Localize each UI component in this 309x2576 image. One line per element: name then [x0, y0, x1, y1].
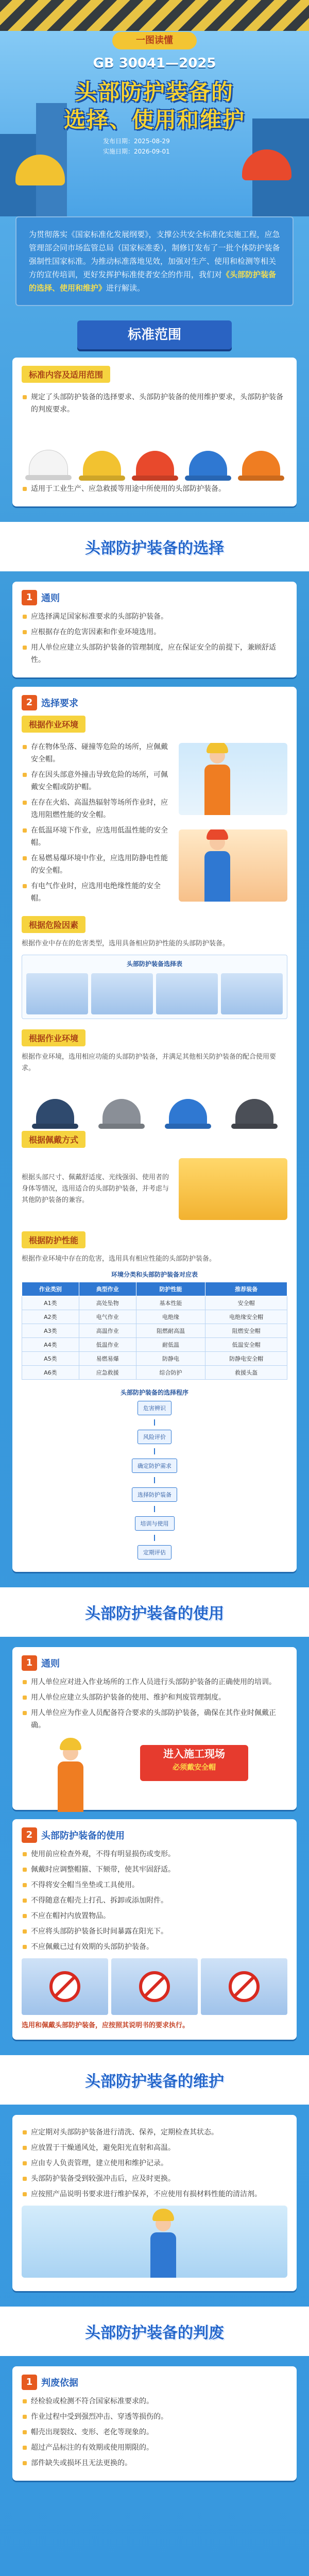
no-sun-exposure-icon [201, 1958, 287, 2015]
env-func-subtitle: 根据作业环境 [22, 1029, 85, 1046]
list-item: 在存在火焰、高温热辐射等场所作业时，应选用阻燃性能的安全帽。 [22, 796, 174, 821]
warning-stripes [0, 0, 309, 31]
hazard-icons [26, 973, 283, 1014]
wear-subtitle: 根据佩戴方式 [22, 1131, 85, 1148]
table-header: 防护性能 [136, 1282, 205, 1296]
list-item: 头部防护装备受到较强冲击后，应及时更换。 [22, 2173, 287, 2185]
use-general-label: 通则 [41, 1658, 60, 1669]
env-func-text: 根据作业环境，选用相应功能的头部防护装备，并满足其他相关防护装备的配合使用要求。 [22, 1053, 277, 1072]
table-cell: 电绝缘安全帽 [205, 1310, 287, 1324]
table-row [22, 1352, 287, 1366]
section-band-scrap [0, 2307, 309, 2356]
list-item: 经检验或检测不符合国家标准要求的。 [22, 2395, 287, 2408]
list-item: 规定了头部防护装备的选择要求、头部防护装备的使用维护要求，头部防护装备的判废要求。 [22, 391, 287, 416]
list-item: 应由专人负责管理，建立使用和维护记录。 [22, 2157, 287, 2170]
flow-step: 确定防护需求 [132, 1459, 177, 1473]
section-band-use [0, 1587, 309, 1637]
table-cell: 安全帽 [205, 1296, 287, 1310]
table-row [22, 1296, 287, 1310]
flow-step: 培训与使用 [135, 1516, 175, 1531]
perf-text: 根据作业环境中存在的危害，选用具有相应性能的头部防护装备。 [22, 1255, 216, 1263]
table-cell: 易燃易爆 [79, 1352, 136, 1366]
list-item: 帽壳出现裂纹、变形、老化等现象的。 [22, 2426, 287, 2438]
flow-step: 风险评价 [138, 1430, 171, 1444]
list-item: 不应将头部防护装备长时间暴露在阳光下。 [22, 1925, 287, 1938]
maintenance-illustration [22, 2206, 287, 2278]
wearing-photo [179, 1158, 287, 1220]
list-item: 应根据存在的危害因素和作业环境选用。 [22, 626, 287, 638]
table-cell: A4类 [22, 1338, 79, 1352]
table-cell: 防静电安全帽 [205, 1352, 287, 1366]
section-band-select [0, 522, 309, 571]
list-item: 佩戴时应调整帽箍、下颏带，使其牢固舒适。 [22, 1863, 287, 1876]
list-item: 用人单位应建立头部防护装备的使用、维护和判废管理制度。 [22, 1691, 287, 1704]
intro-text [15, 216, 294, 306]
hazard-table-title: 头部防护装备选择表 [126, 960, 182, 968]
table-cell: 阻燃安全帽 [205, 1324, 287, 1338]
page-title-line2: 选择、使用和维护 [63, 107, 245, 132]
section-title-scrap: 头部防护装备的判废 [85, 2324, 224, 2342]
list-item: 不得随意在帽壳上打孔、拆卸或添加附件。 [22, 1894, 287, 1907]
list-item: 用人单位应为作业人员配备符合要求的头部防护装备，确保在其作业时佩戴正确。 [22, 1707, 287, 1732]
date-info [103, 136, 211, 157]
table-cell: 应急救援 [79, 1366, 136, 1380]
use-general-card: 1 通则 用人单位应对进入作业场所的工作人员进行头部防护装备的正确使用的培训。 用人单位应建立头部防护装备的使用、维护和判废管理制度。 用人单位应为作业人员配备符合要求的头部防护装备，确保在其作业时佩戴正确。 进入施工现场 必须戴安全帽 [12, 1647, 297, 1810]
env-table [22, 1282, 287, 1380]
helmet-variants [22, 1079, 287, 1126]
section-band-maintain [0, 2055, 309, 2105]
select-general-card: 1 通则 应选择满足国家标准要求的头部防护装备。 应根据存在的危害因素和作业环境选用。 用人单位应建立头部防护装备的管理制度，应在保证安全的前提下，兼顾舒适性。 [12, 582, 297, 677]
prohibition-icons [22, 1958, 287, 2015]
list-item: 不应在帽衬内放置物品。 [22, 1910, 287, 1922]
helmet-lineup [22, 421, 287, 478]
table-cell: 救援头盔 [205, 1366, 287, 1380]
table-cell: A6类 [22, 1366, 79, 1380]
hero-tag: 一图读懂 [112, 32, 197, 49]
notice-line1: 进入施工现场 [163, 1748, 225, 1760]
no-drilling-icon [111, 1958, 198, 2015]
section-title-use: 头部防护装备的使用 [85, 1605, 224, 1623]
list-item: 超过产品标注的有效期或使用期限的。 [22, 2442, 287, 2454]
notice-line2: 必须戴安全帽 [173, 1764, 216, 1772]
worker-photo [179, 743, 287, 815]
hazard-text: 根据作业中存在的危害类型，选用具备相应防护性能的头部防护装备。 [22, 940, 230, 947]
list-item: 不应佩戴已过有效期的头部防护装备。 [22, 1941, 287, 1953]
helmet-orange-icon [242, 451, 280, 478]
intro-standard-name: 《头部防护装备的选择、使用和维护》 [29, 270, 277, 293]
no-sitting-icon [22, 1958, 108, 2015]
list-item: 应定期对头部防护装备进行清洗、保养，定期检查其状态。 [22, 2126, 287, 2139]
perf-subtitle: 根据防护性能 [22, 1231, 85, 1248]
table-header: 作业类别 [22, 1282, 79, 1296]
standard-number: GB 30041—2025 [93, 56, 216, 71]
flow-step: 定期评估 [138, 1545, 171, 1560]
wear-text: 根据头部尺寸、佩戴舒适度、光线强弱、使用者的身体等情况，选用适合的头部防护装备，并考虑与其他防护装备的兼容。 [22, 1174, 169, 1204]
list-item: 部件缺失或损坏且无法更换的。 [22, 2457, 287, 2469]
env-subtitle: 根据作业环境 [22, 716, 85, 733]
helmet-white-icon [29, 450, 68, 478]
table-cell: 低温作业 [79, 1338, 136, 1352]
intro-part-a: 为贯彻落实《国家标准化发展纲要》，支撑公共安全标准化实施工程，应急管理部会同市场监管总局（国家标准委），制修订发布了一批个体防护装备强制性国家标准。为推动标准落地见效，加强对生产、使用和检测等相关方的宣传培训，更好发挥护标准使者安全的作用，我们对 [29, 230, 280, 279]
electric-icon [91, 973, 153, 1014]
helmet-grey-icon [102, 1099, 141, 1126]
helmet-dark-icon [36, 1099, 74, 1126]
table-cell: 防静电 [136, 1352, 205, 1366]
table-cell: 低温安全帽 [205, 1338, 287, 1352]
table-header: 典型作业 [79, 1282, 136, 1296]
list-item: 使用前应检查外观，不得有明显损伤或变形。 [22, 1848, 287, 1860]
list-item: 用人单位应对进入作业场所的工作人员进行头部防护装备的正确使用的培训。 [22, 1676, 287, 1688]
scrap-basis-label: 判废依据 [41, 2378, 78, 2388]
page-title-line1: 头部防护装备的 [75, 79, 234, 105]
helmet-visor-icon [235, 1099, 273, 1126]
publish-date: 发布日期：2025-08-29 [103, 138, 170, 145]
section-title-maintain: 头部防护装备的维护 [85, 2073, 224, 2091]
list-item: 在易燃易爆环境中作业，应选用防静电性能的安全帽。 [22, 852, 174, 877]
scrap-card: 1 判废依据 经检验或检测不符合国家标准要求的。 作业过程中受到强烈冲击、穿透等损伤的。 帽壳出现裂纹、变形、老化等现象的。 超过产品标注的有效期或使用期限的。 部件缺失或损坏且无法更换的。 [12, 2366, 297, 2481]
section-title-scope: 标准范围 [77, 320, 232, 349]
select-requirement-card: 2 选择要求 根据作业环境 存在物体坠落、碰撞等危险的场所，应佩戴安全帽。 存在因头部意外撞击导致危险的场所，可佩戴安全帽或防护帽。 在存在火焰、高温热辐射等场所作业时，应选用阻燃性能的安全帽。 在低温环境下作业，应选用低温性能的安全帽。 在易燃易爆环境中作业，应选用防静电性能的安全帽。 有电气作业时，应选用电绝缘性能的安全帽。 根据危险因素 根据作业中存在的危害类型，选用具备相应防护性能的头部防护装备。 头部防护装备选择表 根据作业环境 根据作业环境，选用相应功能的头部防护装备，并满足其他相关防护装备的配合使用要求。 根据佩戴方式 根据头部尺寸、佩戴舒适度、光线强弱、使用者的身体等情况，选用适合的头部防护装备，并考虑与其他防护装备的兼容。 根据防护性能 根据作业环境中存在的危害，选用具有相应性能的头部防护装备。 环境分类和头部防护装备对应表 作业类别 典型作业 防护性能 推荐装备 A1类 高处坠物 基本性能 安全帽 A2类 电气作业 电绝缘 电绝缘安全帽 A3类 高温作业 阻燃耐高温 阻燃安全帽 A4类 低温作业 耐低温 低温安全帽 A5类 易燃易爆 防静电 防静电安全帽 A6类 应急救援 综合防护 救援头盔 头部防护装备的选择程序 危害辨识 风险评价 确定防护需求 选择防护装备 培训与使用 定期评估 [12, 687, 297, 1572]
list-item: 有电气作业时，应选用电绝缘性能的安全帽。 [22, 880, 174, 905]
safety-notice-sign [140, 1745, 248, 1781]
table-cell: A3类 [22, 1324, 79, 1338]
use-note: 选用和佩戴头部防护装备，应按照其说明书的要求执行。 [22, 2022, 190, 2029]
use-rules-label: 头部防护装备的使用 [41, 1831, 125, 1841]
table-cell: 电气作业 [79, 1310, 136, 1324]
cold-icon [221, 973, 283, 1014]
table-cell: 综合防护 [136, 1366, 205, 1380]
table-header: 推荐装备 [205, 1282, 287, 1296]
list-item: 应按照产品说明书要求进行维护保养，不应使用有损材料性能的清洁剂。 [22, 2188, 287, 2200]
maintain-card [12, 2115, 297, 2291]
helmet-blue-icon [189, 451, 227, 478]
hero-banner [0, 0, 309, 216]
helmet-yellow-icon [83, 451, 121, 478]
flow-step: 选择防护装备 [132, 1487, 177, 1502]
table-row [22, 1338, 287, 1352]
implement-date: 实施日期：2026-09-01 [103, 148, 170, 155]
select-requirement-label: 选择要求 [41, 698, 78, 709]
intro-part-c: 进行解读。 [106, 283, 145, 293]
list-item: 作业过程中受到强烈冲击、穿透等损伤的。 [22, 2411, 287, 2423]
hazard-subtitle: 根据危险因素 [22, 916, 85, 933]
table-cell: A2类 [22, 1310, 79, 1324]
list-item: 适用于工业生产、应急救援等用途中所使用的头部防护装备。 [22, 483, 287, 495]
scope-subtitle: 标准内容及适用范围 [22, 366, 110, 383]
hazard-table-figure [22, 955, 287, 1019]
worker-illustration [53, 1735, 89, 1802]
selection-flow [22, 1401, 287, 1560]
select-general-label: 通则 [41, 593, 60, 604]
section-title-select: 头部防护装备的选择 [85, 539, 224, 557]
flow-step: 危害辨识 [138, 1401, 171, 1415]
table-row [22, 1310, 287, 1324]
list-item: 应选择满足国家标准要求的头部防护装备。 [22, 611, 287, 623]
table-cell: 阻燃耐高温 [136, 1324, 205, 1338]
list-item: 应放置于干燥通风处，避免阳光直射和高温。 [22, 2142, 287, 2154]
falling-object-icon [26, 973, 88, 1014]
table-row [22, 1366, 287, 1380]
table-cell: A1类 [22, 1296, 79, 1310]
helmet-blue-icon [169, 1099, 207, 1126]
fire-icon [156, 973, 218, 1014]
scope-card [12, 358, 297, 506]
list-item: 在低温环境下作业，应选用低温性能的安全帽。 [22, 824, 174, 849]
env-table-title: 环境分类和头部防护装备对应表 [111, 1271, 198, 1278]
welder-photo [179, 829, 287, 902]
list-item: 不得将安全帽当坐垫或工具使用。 [22, 1879, 287, 1891]
table-cell: A5类 [22, 1352, 79, 1366]
table-row [22, 1324, 287, 1338]
table-cell: 电绝缘 [136, 1310, 205, 1324]
table-cell: 耐低温 [136, 1338, 205, 1352]
table-cell: 高处坠物 [79, 1296, 136, 1310]
list-item: 存在因头部意外撞击导致危险的场所，可佩戴安全帽或防护帽。 [22, 769, 174, 793]
flow-title: 头部防护装备的选择程序 [120, 1389, 188, 1396]
helmet-red-icon [136, 451, 174, 478]
list-item: 存在物体坠落、碰撞等危险的场所，应佩戴安全帽。 [22, 741, 174, 766]
table-cell: 高温作业 [79, 1324, 136, 1338]
list-item: 用人单位应建立头部防护装备的管理制度，应在保证安全的前提下，兼顾舒适性。 [22, 641, 287, 666]
use-rules-card: 2 头部防护装备的使用 使用前应检查外观，不得有明显损伤或变形。 佩戴时应调整帽箍、下颏带，使其牢固舒适。 不得将安全帽当坐垫或工具使用。 不得随意在帽壳上打孔、拆卸或添加附件。 不应在帽衬内放置物品。 不应将头部防护装备长时间暴露在阳光下。 不应佩戴已过有效期的头部防护装备。 选用和佩戴头部防护装备，应按照其说明书的要求执行。 [12, 1819, 297, 2040]
table-cell: 基本性能 [136, 1296, 205, 1310]
